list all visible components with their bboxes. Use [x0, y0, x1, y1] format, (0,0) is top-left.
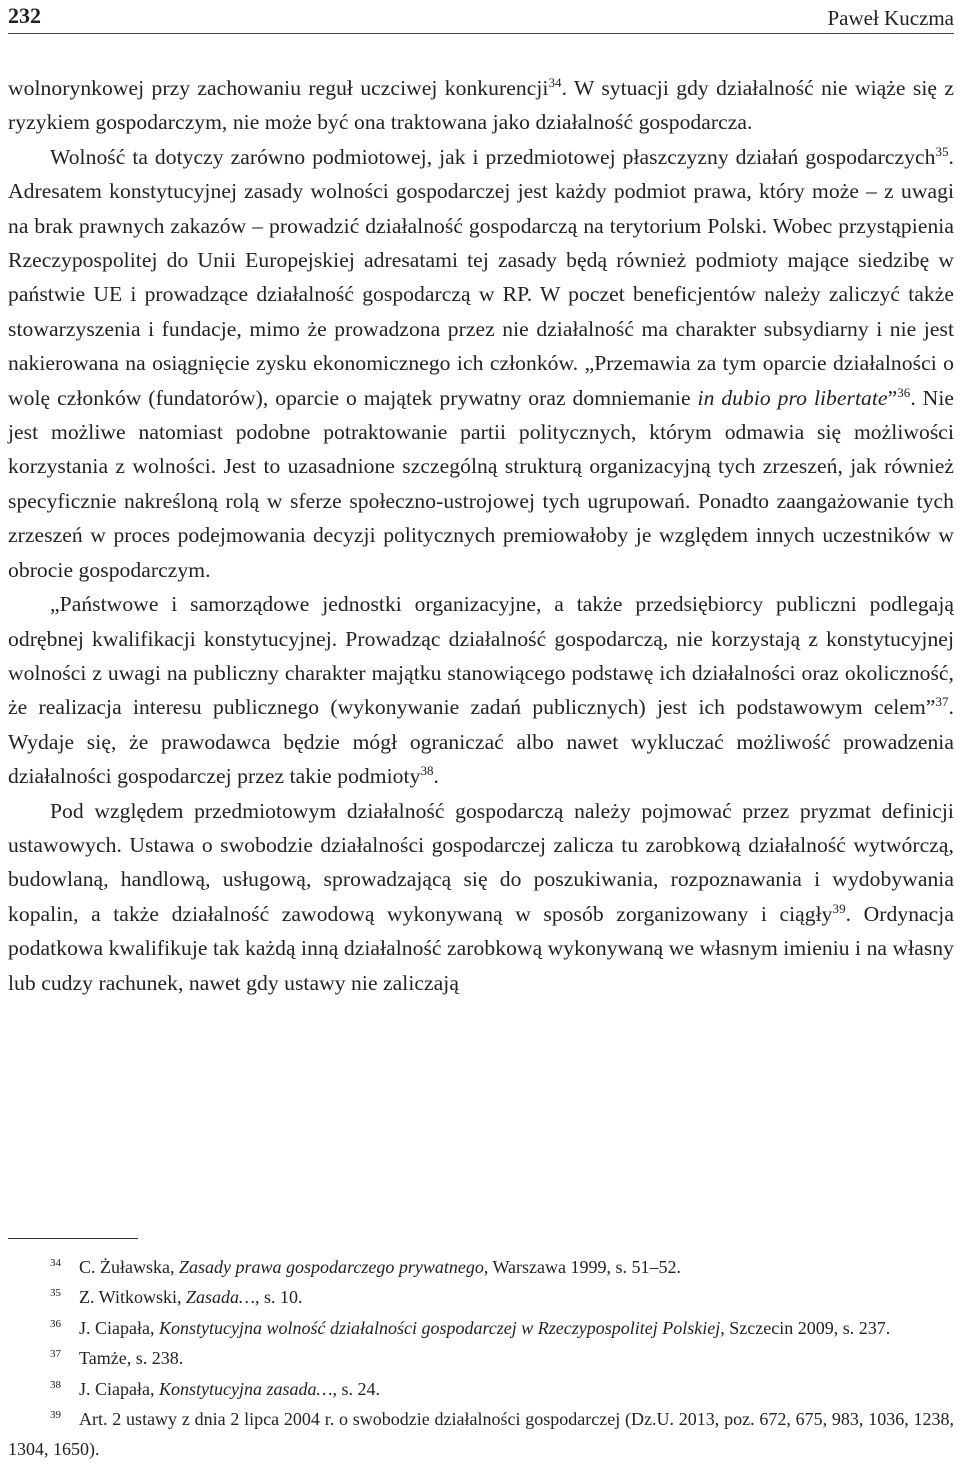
text-run: J. Ciapała, [79, 1378, 159, 1399]
text-run: . Adresatem konstytucyjnej zasady wolności gospodarczej jest każdy podmiot prawa, który może – z uwagi na brak prawnych zakazów – prowadzić działalność gospodarczą na terytorium Polski. Wobec przystąpienia Rzeczypospolitej do Unii Europejskiej adresatami tej zasady będą również podmioty mające siedzibę w państwie UE i prowadzące działalność gospodarczą w RP. W poczet beneficjentów należy zaliczyć także stowarzyszenia i fundacje, mimo że prowadzona przez nie działalność ma charakter subsydiarny i nie jest nakierowana na osiągnięcie zysku ekonomicznego ich członków. „Przemawia za tym oparcie działalności o wolę członków (fundatorów), oparcie o majątek prywatny oraz domniemanie [8, 144, 954, 410]
footnote [8, 1252, 954, 1282]
text-run: . Wydaje się, że prawodawca będzie mógł ograniczać albo nawet wykluczać możliwość prowadzenia działalności gospodarczej przez takie podmioty [8, 695, 954, 789]
footnote-number: 35 [50, 1287, 61, 1300]
italic-text: Zasada… [185, 1287, 255, 1308]
footnote-reference: 36 [897, 384, 911, 400]
text-run: Tamże, s. 238. [79, 1348, 184, 1369]
text-run: Art. 2 ustawy z dnia 2 lipca 2004 r. o swobodzie działalności gospodarczej (Dz.U. 2013, poz. 672, 675, 983, 1036, 1238, 1304, 1650). [8, 1409, 954, 1460]
text-run: . Ordynacja podatkowa kwalifikuje tak każdą inną działalność zarobkową wykonywaną we własnym imieniu i na własny lub cudzy rachunek, nawet gdy ustawy nie zaliczają [8, 901, 954, 995]
paragraph [8, 794, 954, 1000]
document-page [8, 0, 955, 1460]
paragraph [8, 587, 954, 793]
footnote-reference: 34 [548, 75, 562, 90]
footnote [8, 1374, 954, 1404]
body-text [8, 71, 954, 1000]
footnote-number: 34 [50, 1257, 61, 1269]
footnote-reference: 39 [832, 900, 846, 916]
footnote-number: 37 [50, 1348, 61, 1361]
text-run: . [433, 764, 439, 789]
footnote-number: 39 [50, 1409, 61, 1422]
text-run: , Warszawa 1999, s. 51–52. [483, 1257, 682, 1277]
footnote-reference: 35 [935, 143, 949, 159]
paragraph [8, 140, 954, 587]
page-number: 232 [8, 3, 41, 28]
text-run: J. Ciapała, [79, 1317, 159, 1338]
footnote-reference: 37 [935, 694, 949, 710]
footnote [8, 1343, 954, 1373]
page-header [8, 0, 954, 34]
text-run: . W sytuacji gdy działalność nie wiąże się z ryzykiem gospodarczym, nie może być ona traktowana jako działalność gospodarcza. [8, 76, 954, 135]
text-run: C. Żuławska, [79, 1257, 179, 1277]
footnote-reference: 38 [420, 763, 434, 779]
italic-text: Konstytucyjna wolność działalności gospodarczej w Rzeczypospolitej Polskiej [158, 1317, 721, 1338]
text-run: „Państwowe i samorządowe jednostki organizacyjne, a także przedsiębiorcy publiczni podlegają odrębnej kwalifikacji konstytucyjnej. Prowadząc działalność gospodarczą, nie korzystają z konstytucyjnej wolności z uwagi na publiczny charakter majątku stanowiącego podstawę ich działalności oraz okoliczność, że realizacja interesu publicznego (wykonywanie zadań publicznych) jest ich podstawowym celem” [8, 592, 954, 720]
paragraph [8, 71, 954, 140]
text-run: ” [887, 385, 898, 410]
text-run: , Szczecin 2009, s. 237. [720, 1317, 891, 1338]
italic-text: Konstytucyjna zasada… [158, 1378, 333, 1399]
text-run: Z. Witkowski, [79, 1287, 186, 1308]
text-run: Pod względem przedmiotowym działalność gospodarczą należy pojmować przez pryzmat definicji ustawowych. Ustawa o swobodzie działalności gospodarczej zalicza tu zarobkową działalność wytwórczą, budowlaną, handlową, usługową, sprowadzającą się do poszukiwania, rozpoznawania i wydobywania kopalin, a także działalność zawodową wykonywaną w sposób zorganizowany i ciągły [8, 798, 954, 926]
italic-text: in dubio pro libertate [697, 385, 888, 410]
footnote-number: 36 [50, 1317, 61, 1330]
footnote-number: 38 [50, 1378, 61, 1391]
text-run: , s. 10. [254, 1287, 303, 1308]
text-run: , s. 24. [332, 1378, 380, 1399]
footnote [8, 1404, 954, 1465]
text-run: wolnorynkowej przy zachowaniu reguł uczciwej konkurencji [8, 76, 549, 100]
running-header-author: Paweł Kuczma [827, 6, 954, 30]
text-run: Wolność ta dotyczy zarówno podmiotowej, jak i przedmiotowej płaszczyzny działań gospodarczych [50, 144, 936, 169]
footnote-separator [8, 1238, 138, 1239]
text-run: . Nie jest możliwe natomiast podobne potraktowanie partii politycznych, którym odmawia się możliwości korzystania z wolności. Jest to uzasadnione szczególną strukturą organizacyjną tych zrzeszeń, jak również specyficznie nakreśloną rolą w sferze społeczno-ustrojowej tych ugrupowań. Ponadto zaangażowanie tych zrzeszeń w proces podejmowania decyzji politycznych premiowałoby je względem innych uczestników w obrocie gospodarczym. [8, 385, 955, 582]
footnote [8, 1282, 954, 1312]
footnotes [8, 1252, 954, 1465]
italic-text: Zasady prawa gospodarczego prywatnego [178, 1257, 484, 1277]
footnote [8, 1313, 954, 1343]
